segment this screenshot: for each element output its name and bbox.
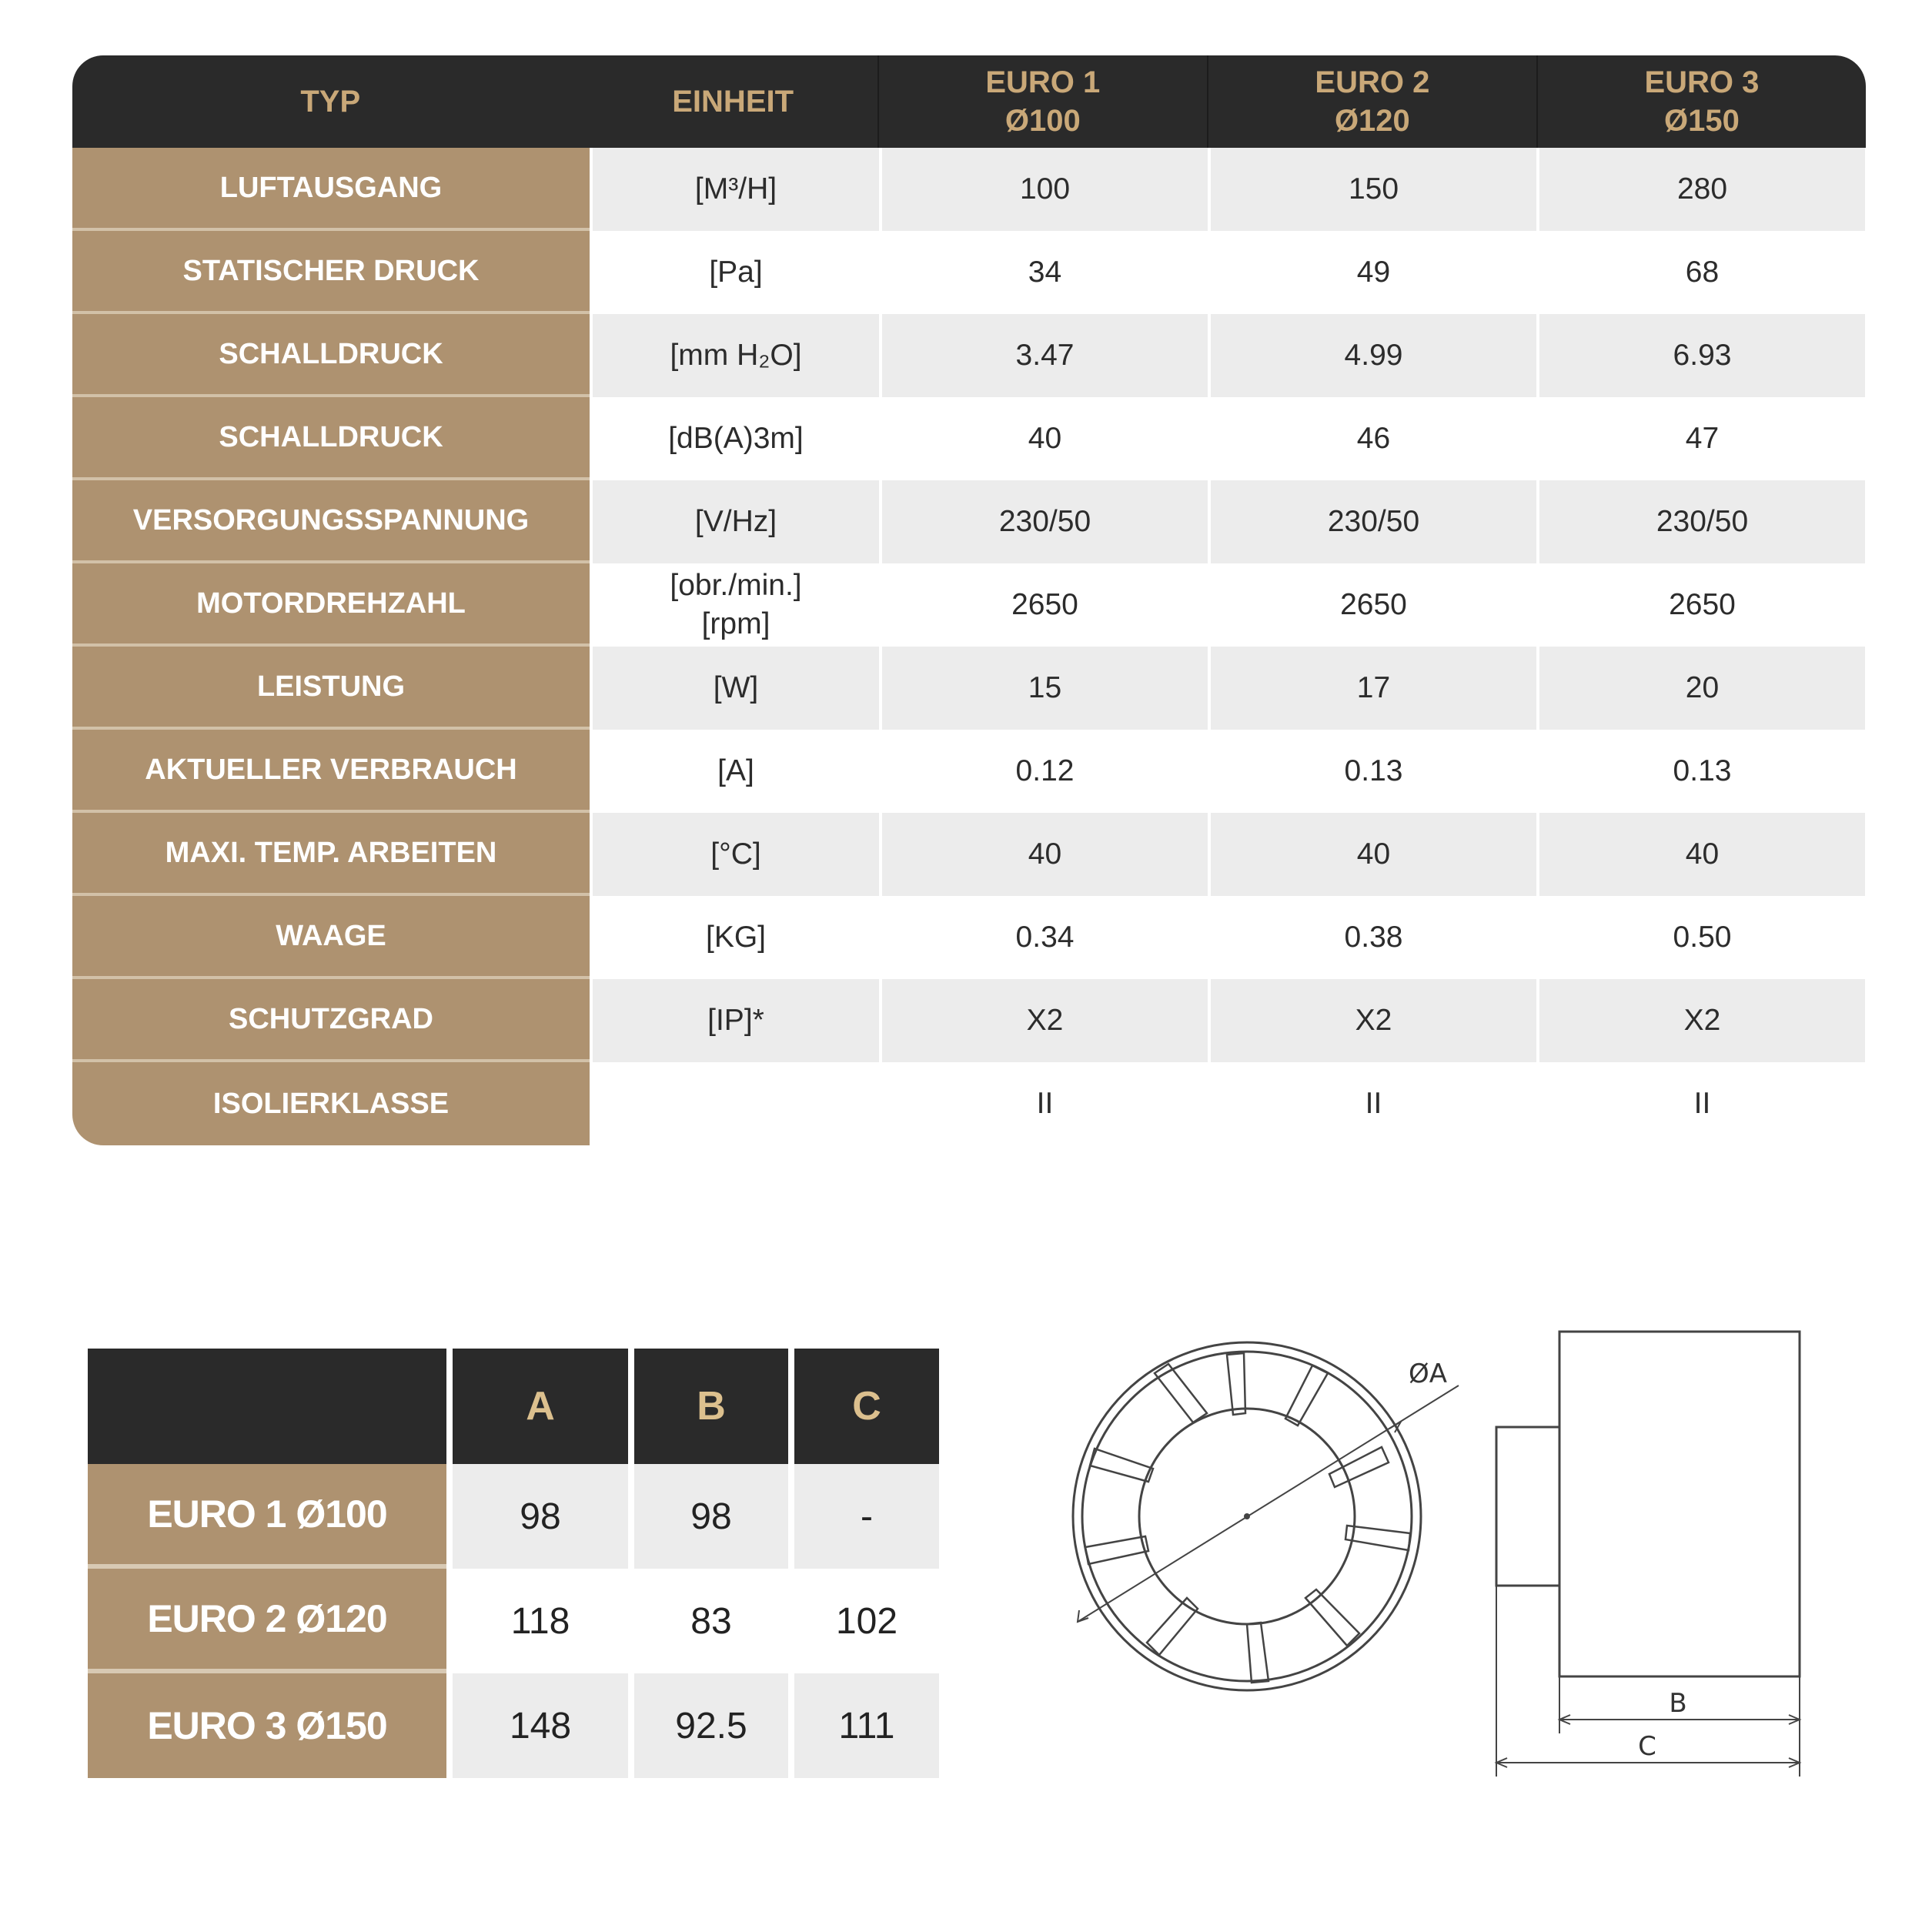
row-unit: [M³/H]: [590, 148, 879, 231]
row-value: 2650: [879, 563, 1208, 647]
header-model-line1: EURO 1: [985, 65, 1101, 99]
header-model-line1: EURO 3: [1644, 65, 1760, 99]
header-model-line2: Ø120: [1334, 104, 1410, 138]
row-label: VERSORGUNGSSPANNUNG: [72, 480, 590, 563]
row-label: STATISCHER DRUCK: [72, 231, 590, 314]
row-value: 0.50: [1536, 896, 1865, 979]
c-dimension-label: C: [1638, 1731, 1656, 1762]
dimensions-table-header: [88, 1349, 939, 1464]
row-label: WAAGE: [72, 896, 590, 979]
row-value: 40: [879, 813, 1208, 896]
center-point: [1244, 1513, 1250, 1519]
spec-table: [72, 55, 1866, 1145]
row-value: 0.38: [1208, 896, 1536, 979]
row-value: 68: [1536, 231, 1865, 314]
dims-row-b: 92.5: [628, 1673, 788, 1778]
dims-row-name: EURO 2 Ø120: [88, 1569, 446, 1673]
table-row: [72, 148, 1866, 231]
row-value: 0.13: [1536, 730, 1865, 813]
row-value: 47: [1536, 397, 1865, 480]
row-unit: [Pa]: [590, 231, 879, 314]
table-row: [72, 314, 1866, 397]
header-model-line2: Ø100: [1004, 104, 1081, 138]
row-unit: [IP]*: [590, 979, 879, 1062]
diameter-label: ØA: [1409, 1359, 1448, 1389]
dims-row-a: 118: [446, 1569, 628, 1673]
row-value: 40: [879, 397, 1208, 480]
row-unit-line1: [obr./min.]: [670, 569, 802, 602]
dims-row-a: 148: [446, 1673, 628, 1778]
row-unit: [590, 563, 879, 647]
b-dimension-label: B: [1669, 1688, 1687, 1719]
row-value: 17: [1208, 647, 1536, 730]
row-value: X2: [1208, 979, 1536, 1062]
side-view-drawing: [1496, 1332, 1800, 1777]
row-value: 100: [879, 148, 1208, 231]
table-row: [72, 563, 1866, 647]
dimensions-table: [88, 1349, 939, 1778]
row-value: 20: [1536, 647, 1865, 730]
row-value: II: [879, 1062, 1208, 1145]
row-value: 0.13: [1208, 730, 1536, 813]
row-unit: [KG]: [590, 896, 879, 979]
row-label: LEISTUNG: [72, 647, 590, 730]
row-value: 2650: [1536, 563, 1865, 647]
header-model-line1: EURO 2: [1315, 65, 1430, 99]
header-model-euro3: [1536, 55, 1866, 148]
table-row: [72, 647, 1866, 730]
dims-row-name: EURO 3 Ø150: [88, 1673, 446, 1778]
row-value: 40: [1536, 813, 1865, 896]
header-model-euro2: [1207, 55, 1536, 148]
header-model-euro1: [877, 55, 1207, 148]
table-row: [72, 896, 1866, 979]
table-row: [88, 1673, 939, 1778]
row-unit: [°C]: [590, 813, 879, 896]
row-unit: [dB(A)3m]: [590, 397, 879, 480]
row-unit: [A]: [590, 730, 879, 813]
table-row: [88, 1569, 939, 1673]
row-label: AKTUELLER VERBRAUCH: [72, 730, 590, 813]
row-unit: [590, 1062, 879, 1145]
row-value: II: [1208, 1062, 1536, 1145]
table-row: [72, 979, 1866, 1062]
row-value: 15: [879, 647, 1208, 730]
dims-row-b: 83: [628, 1569, 788, 1673]
header-unit: EINHEIT: [672, 85, 794, 119]
row-label: MOTORDREHZAHL: [72, 563, 590, 647]
row-value: 40: [1208, 813, 1536, 896]
table-row: [72, 397, 1866, 480]
row-unit: [W]: [590, 647, 879, 730]
row-value: 3.47: [879, 314, 1208, 397]
technical-drawing: [1062, 1324, 1832, 1786]
table-row: [72, 813, 1866, 896]
row-value: X2: [1536, 979, 1865, 1062]
row-value: 150: [1208, 148, 1536, 231]
row-value: 4.99: [1208, 314, 1536, 397]
dims-row-c: 111: [788, 1673, 939, 1778]
dims-row-name: EURO 1 Ø100: [88, 1464, 446, 1569]
row-value: 0.34: [879, 896, 1208, 979]
header-type: TYP: [300, 85, 361, 119]
row-label: SCHALLDRUCK: [72, 397, 590, 480]
row-value: 0.12: [879, 730, 1208, 813]
front-view-drawing: [1073, 1342, 1459, 1690]
table-row: [72, 1062, 1866, 1145]
row-value: 46: [1208, 397, 1536, 480]
dims-header-a: A: [446, 1349, 628, 1464]
dims-header-c: C: [788, 1349, 939, 1464]
row-value: X2: [879, 979, 1208, 1062]
row-value: 2650: [1208, 563, 1536, 647]
dims-row-a: 98: [446, 1464, 628, 1569]
table-row: [72, 231, 1866, 314]
dims-row-c: 102: [788, 1569, 939, 1673]
table-row: [72, 480, 1866, 563]
row-label: SCHUTZGRAD: [72, 979, 590, 1062]
row-label: MAXI. TEMP. ARBEITEN: [72, 813, 590, 896]
header-model-line2: Ø150: [1664, 104, 1740, 138]
row-label: LUFTAUSGANG: [72, 148, 590, 231]
row-unit: [V/Hz]: [590, 480, 879, 563]
row-value: II: [1536, 1062, 1865, 1145]
row-value: 230/50: [879, 480, 1208, 563]
row-value: 34: [879, 231, 1208, 314]
row-value: 6.93: [1536, 314, 1865, 397]
row-value: 280: [1536, 148, 1865, 231]
dims-row-b: 98: [628, 1464, 788, 1569]
spec-table-header: [72, 55, 1866, 148]
row-value: 230/50: [1536, 480, 1865, 563]
dims-header-b: B: [628, 1349, 788, 1464]
row-label: SCHALLDRUCK: [72, 314, 590, 397]
row-value: 230/50: [1208, 480, 1536, 563]
row-unit: [mm H₂O]: [590, 314, 879, 397]
dims-row-c: -: [788, 1464, 939, 1569]
table-row: [72, 730, 1866, 813]
table-row: [88, 1464, 939, 1569]
row-label: ISOLIERKLASSE: [72, 1062, 590, 1145]
row-unit-line2: [rpm]: [701, 607, 770, 640]
dims-header-name: [88, 1349, 446, 1464]
row-value: 49: [1208, 231, 1536, 314]
